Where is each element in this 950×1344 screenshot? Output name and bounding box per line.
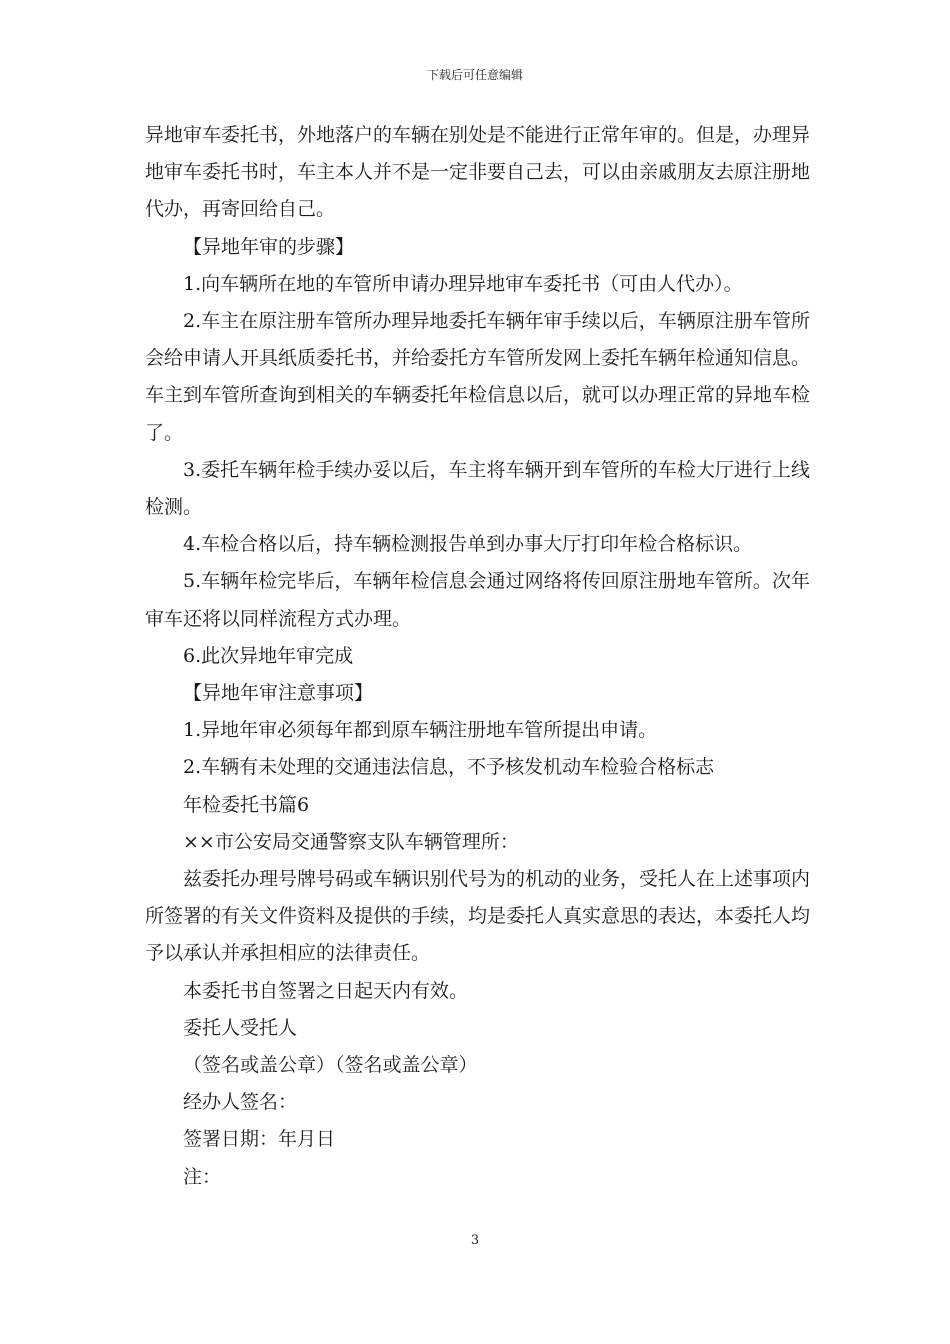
section-title-template-6: 年检委托书篇6: [183, 793, 310, 816]
list-item-note-2: 2.车辆有未处理的交通违法信息，不予核发机动车检验合格标志: [183, 756, 715, 779]
page-header: 下载后可任意编辑: [426, 68, 523, 82]
validity-statement: 本委托书自签署之日起天内有效。: [183, 979, 469, 1002]
list-item-step-6: 6.此次异地年审完成: [183, 644, 354, 667]
list-item-step-3: 3.委托车辆年检手续办妥以后，车主将车辆开到车管所的车检大厅进行上线检测。: [145, 458, 810, 519]
handler-signature: 经办人签名：: [183, 1091, 298, 1114]
note-label: 注：: [183, 1165, 222, 1188]
list-item-step-4: 4.车检合格以后，持车辆检测报告单到办事大厅打印年检合格标识。: [183, 533, 753, 556]
document-body: [145, 117, 810, 1196]
letter-addressee: ××市公安局交通警察支队车辆管理所：: [183, 830, 519, 853]
signature-parties: 委托人受托人: [183, 1016, 298, 1039]
list-item-step-2: 2.车主在原注册车管所办理异地委托车辆年审手续以后，车辆原注册车管所会给申请人开具纸质委托书，并给委托方车管所发网上委托车辆年检通知信息。车主到车管所查询到相关的车辆委托年检信息以后，就可以办理正常的异地车检了。: [145, 310, 811, 444]
section-heading-notes: 【异地年审注意事项】: [183, 682, 374, 705]
signing-date: 签署日期：年月日: [183, 1128, 336, 1151]
list-item-step-5: 5.车辆年检完毕后，车辆年检信息会通过网络将传回原注册地车管所。次年审车还将以同样流程方式办理。: [145, 570, 810, 630]
signature-instructions: （签名或盖公章）（签名或盖公章）: [183, 1054, 478, 1077]
list-item-note-1: 1.异地年审必须每年都到原车辆注册地车管所提出申请。: [183, 719, 658, 742]
section-heading-steps: 【异地年审的步骤】: [183, 235, 355, 258]
page-number: 3: [470, 1233, 480, 1248]
list-item-step-1: 1.向车辆所在地的车管所申请办理异地审车委托书（可由人代办）。: [183, 272, 743, 295]
letter-body: 兹委托办理号牌号码或车辆识别代号为的机动的业务，受托人在上述事项内所签署的有关文件资料及提供的手续，均是委托人真实意思的表达，本委托人均予以承认并承担相应的法律责任。: [145, 868, 811, 965]
paragraph-intro: 异地审车委托书，外地落户的车辆在别处是不能进行正常年审的。但是，办理异地审车委托书时，车主本人并不是一定非要自己去，可以由亲戚朋友去原注册地代办，再寄回给自己。: [145, 124, 811, 221]
